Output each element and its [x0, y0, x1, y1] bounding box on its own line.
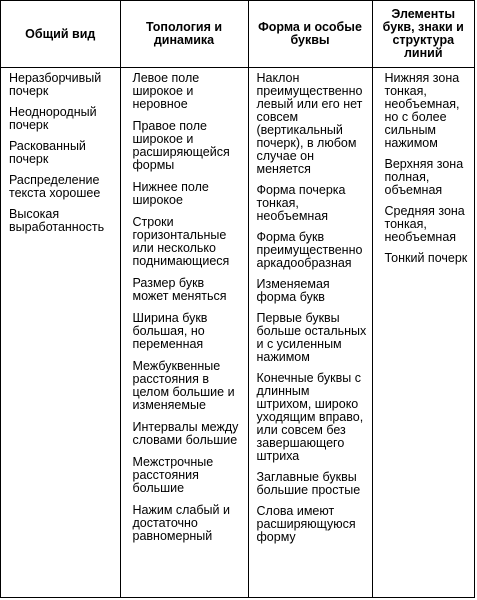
- list-item: Межстрочные расстояния большие: [132, 455, 214, 495]
- list-item: Размер букв может меняться: [132, 276, 227, 303]
- list-item: Ширина букв большая, но переменная: [132, 311, 208, 351]
- header-general-view: [1, 1, 120, 68]
- list-item: Строки горизонтальные или несколько поднимающиеся: [132, 215, 230, 268]
- list-item: Форма букв преимущественно аркадообразная: [256, 230, 363, 270]
- list-item: Правое поле широкое и расширяющейся формы: [132, 119, 230, 172]
- header-topology-dynamics: [120, 1, 248, 68]
- header-label: Элементы букв, знаки и структура линий: [382, 7, 464, 60]
- list-item: Интервалы между словами большие: [132, 420, 239, 447]
- table-body: [1, 68, 474, 598]
- list-item: Средняя зона тонкая, необъемная: [384, 204, 465, 244]
- column-general-view: [1, 68, 120, 598]
- list-item: Заглавные буквы большие простые: [256, 470, 361, 497]
- list-item: Высокая выработанность: [9, 207, 105, 234]
- header-label: Форма и особые буквы: [258, 20, 362, 47]
- table-header: [1, 1, 474, 68]
- header-letter-elements: [372, 1, 474, 68]
- list-item: Форма почерка тонкая, необъемная: [256, 183, 346, 223]
- header-row: [1, 1, 474, 68]
- list-item: Межбуквенные расстояния в целом большие и изменяемые: [132, 359, 235, 412]
- list-item: Раскованный почерк: [9, 139, 86, 166]
- table-row: [1, 68, 474, 598]
- list-item: Распределение текста хорошее: [9, 173, 101, 200]
- list-item: Левое поле широкое и неровное: [132, 71, 200, 111]
- list-item: Конечные буквы с длинным штрихом, широко уходящим вправо, или совсем без завершающего штриха: [256, 371, 364, 463]
- list-item: Верхняя зона полная, объемная: [384, 157, 464, 197]
- list-item: Неоднородный почерк: [9, 105, 97, 132]
- header-label: Топология и динамика: [145, 20, 223, 47]
- handwriting-table: [1, 1, 474, 597]
- list-item: Тонкий почерк: [384, 251, 468, 265]
- list-item: Первые буквы больше остальных и с усиленным нажимом: [256, 311, 367, 364]
- list-item: Нижнее поле широкое: [132, 180, 209, 207]
- list-item: Изменяемая форма букв: [256, 277, 330, 304]
- column-topology-dynamics: [120, 68, 248, 598]
- list-item: Неразборчивый почерк: [9, 71, 102, 98]
- column-letter-elements: [372, 68, 474, 598]
- column-form-special-letters: [248, 68, 372, 598]
- list-item: Нажим слабый и достаточно равномерный: [132, 503, 230, 543]
- list-item: Нижняя зона тонкая, необъемная, но с более сильным нажимом: [384, 71, 460, 150]
- list-item: Слова имеют расширяющуюся форму: [256, 504, 356, 544]
- header-label: Общий вид: [25, 26, 96, 41]
- list-item: Наклон преимущественно левый или его нет совсем (вертикальный почерк), в любом случае он меняется: [256, 71, 363, 176]
- header-form-special-letters: [248, 1, 372, 68]
